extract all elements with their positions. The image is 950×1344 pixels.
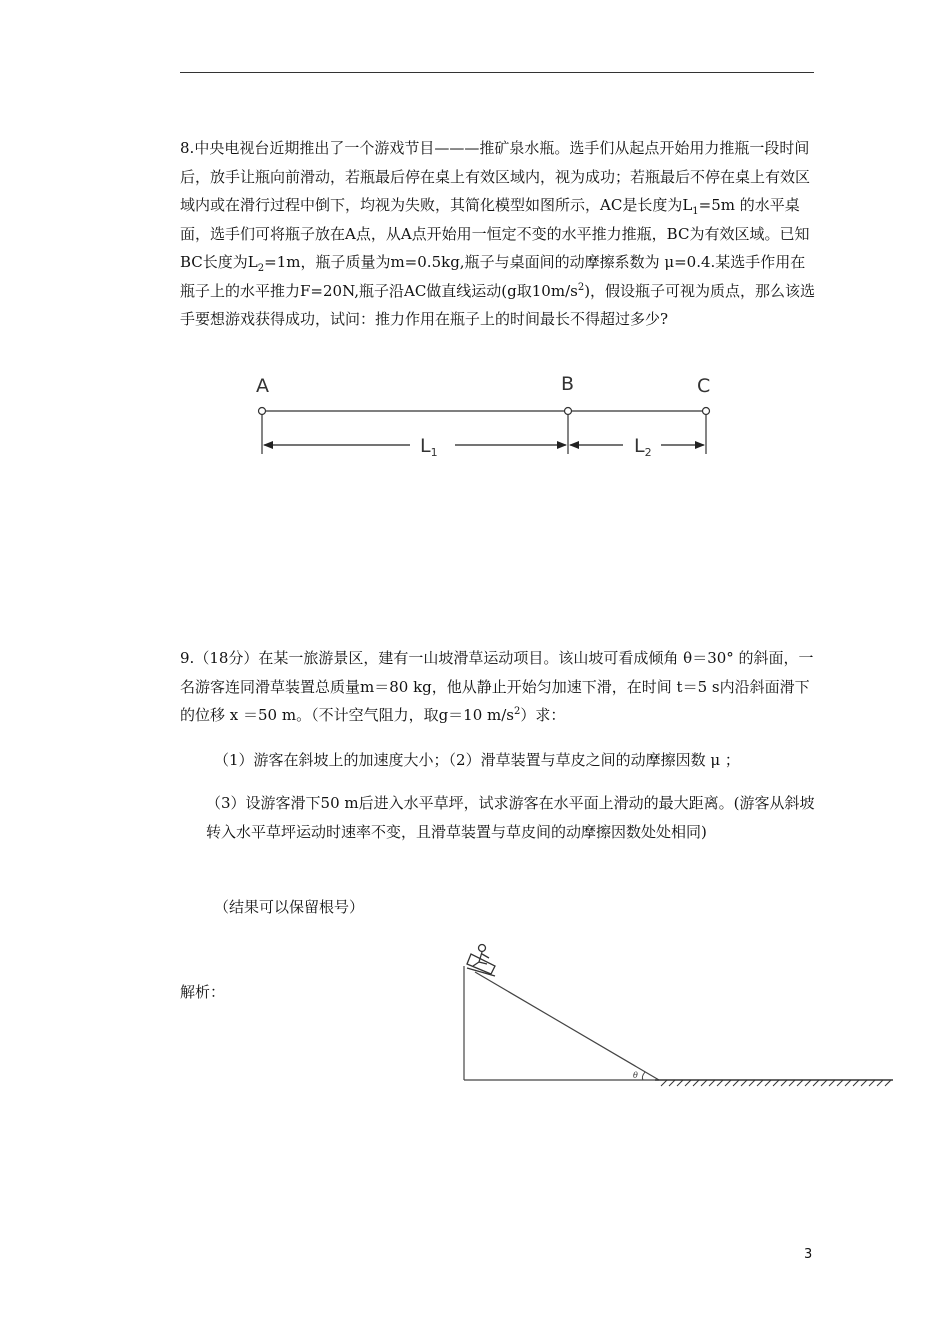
angle-arc — [642, 1072, 645, 1080]
label-c: C — [697, 375, 711, 397]
header-rule — [180, 72, 814, 73]
question-9: 9.（18分）在某一旅游景区，建有一山坡滑草运动项目。该山坡可看成倾角 θ＝30° 的斜面，一名游客连同滑草装置总质量m＝80 kg，他从静止开始匀加速下滑，在时间 t＝5 s内沿斜面滑下的位移 x ＝50 m。（不计空气阻力，取g＝10 $m/s^2$）求： — [180, 649, 814, 724]
question-8-number: 8. — [180, 139, 195, 157]
point-b-marker — [565, 408, 572, 415]
label-a: A — [256, 375, 269, 397]
ground-hatching — [661, 1080, 891, 1086]
question-9-part-3: （3）设游客滑下50 m后进入水平草坪，试求游客在水平面上滑动的最大距离。(游客从斜坡转入水平草坪运动时速率不变，且滑草装置与草皮间的动摩擦因数处处相同) — [206, 794, 815, 841]
figure-table-diagram — [240, 370, 730, 470]
figure-slope-diagram — [455, 940, 900, 1090]
page-number: 3 — [804, 1247, 813, 1262]
label-l2: $L_2$ — [634, 435, 652, 459]
label-b: B — [561, 373, 575, 395]
slope-incline — [475, 972, 659, 1080]
analysis-label: 解析： — [180, 983, 226, 1001]
label-l1: $L_1$ — [420, 435, 438, 459]
angle-label: θ — [633, 1071, 638, 1080]
skier-figure — [467, 945, 495, 977]
question-8: 8.中央电视台近期推出了一个游戏节目———推矿泉水瓶。选手们从起点开始用力推瓶一段时间后，放手让瓶向前滑动，若瓶最后停在桌上有效区域内，视为成功；若瓶最后不停在桌上有效区域内或在滑行过程中倒下，均视为失败，其简化模型如图所示，AC是长度为$L_1=5m$ 的水平桌面，选手们可将瓶子放在A点，从A点开始用一恒定不变的水平推力推瓶，BC为有效区域。已知BC长度为$L_2=1m$，瓶子质量为m=0.5kg,瓶子与桌面间的动摩擦系数为 μ=0.4.某选手作用在瓶子上的水平推力F=20N,瓶子沿AC做直线运动(g取$10m/s^2$)，假设瓶子可视为质点，那么该选手要想游戏获得成功，试问：推力作用在瓶子上的时间最长不得超过多少? — [180, 139, 816, 328]
question-9-note: （结果可以保留根号） — [214, 898, 365, 916]
point-c-marker — [703, 408, 710, 415]
question-9-parts-1-2: （1）游客在斜坡上的加速度大小；（2）滑草装置与草皮之间的动摩擦因数 μ ； — [214, 751, 740, 769]
point-a-marker — [259, 408, 266, 415]
question-9-number: 9. — [180, 649, 195, 667]
